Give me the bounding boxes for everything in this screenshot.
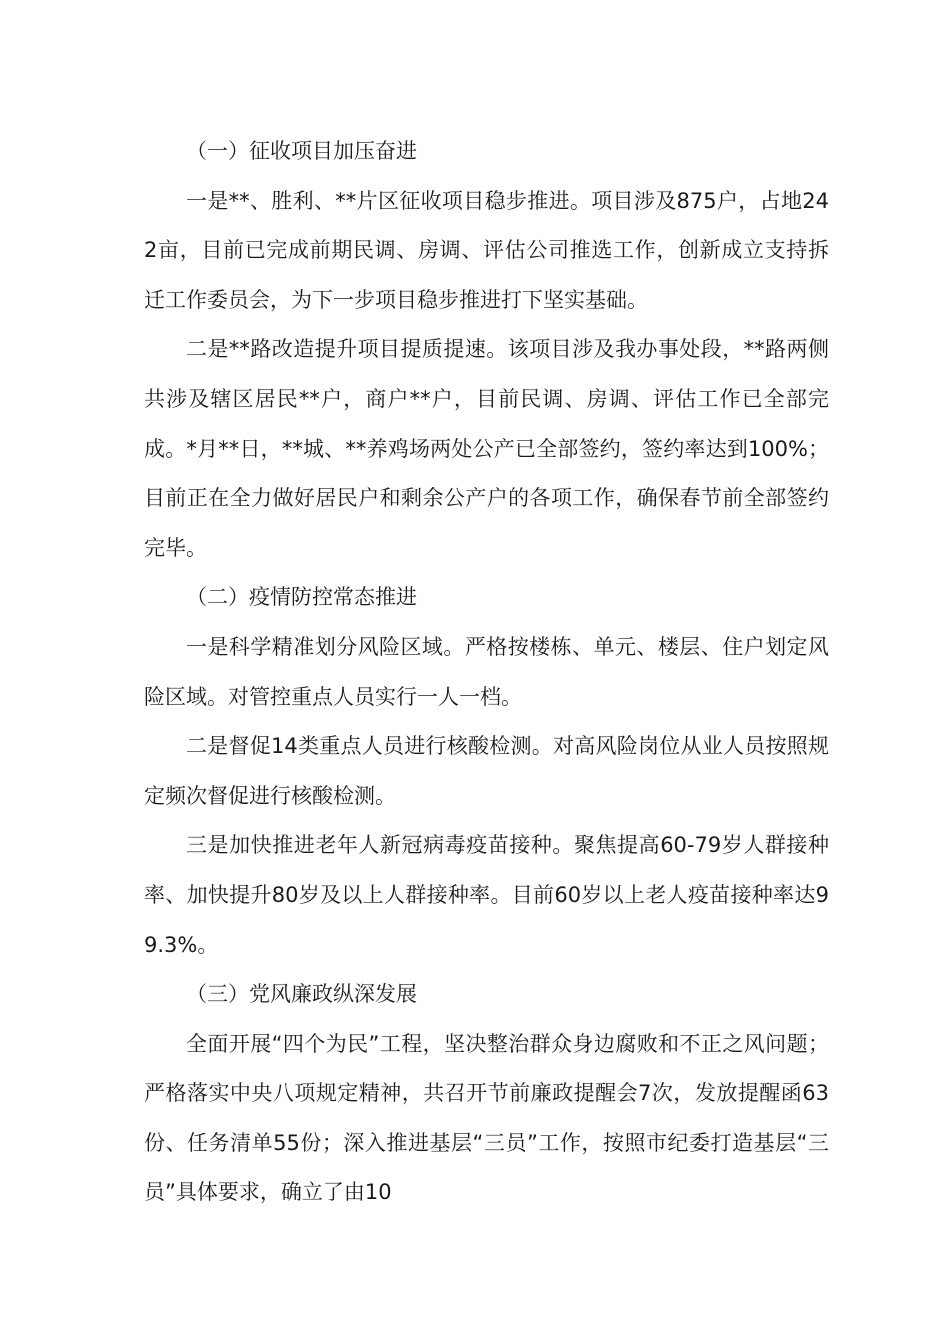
paragraph-2-2: 二是督促14类重点人员进行核酸检测。对高风险岗位从业人员按照规定频次督促进行核酸检测。 bbox=[144, 734, 829, 808]
document-body bbox=[144, 127, 829, 1218]
paragraph-3-1: 全面开展“四个为民”工程，坚决整治群众身边腐败和不正之风问题；严格落实中央八项规定精神，共召开节前廉政提醒会7次，发放提醒函63份、任务清单55份；深入推进基层“三员”工作，按照市纪委打造基层“三员”具体要求，确立了由10 bbox=[144, 1031, 829, 1205]
paragraph-1-1: 一是**、胜利、**片区征收项目稳步推进。项目涉及875户，占地242亩，目前已完成前期民调、房调、评估公司推选工作，创新成立支持拆迁工作委员会，为下一步项目稳步推进打下坚实基础。 bbox=[144, 188, 829, 312]
section-heading-2: （二）疫情防控常态推进 bbox=[186, 585, 417, 610]
section-heading-3: （三）党风廉政纵深发展 bbox=[186, 982, 417, 1007]
section-heading-1: （一）征收项目加压奋进 bbox=[186, 139, 417, 163]
paragraph-1-2: 二是**路改造提升项目提质提速。该项目涉及我办事处段，**路两侧共涉及辖区居民**户，商户**户，目前民调、房调、评估工作已全部完成。*月**日，**城、**养鸡场两处公产已全部签约，签约率达到100%；目前正在全力做好居民户和剩余公产户的各项工作，确保春节前全部签约完毕。 bbox=[144, 337, 829, 560]
paragraph-2-3: 三是加快推进老年人新冠病毒疫苗接种。聚焦提高60-79岁人群接种率、加快提升80岁及以上人群接种率。目前60岁以上老人疫苗接种率达99.3%。 bbox=[144, 833, 829, 957]
paragraph-2-1: 一是科学精准划分风险区域。严格按楼栋、单元、楼层、住户划定风险区域。对管控重点人员实行一人一档。 bbox=[144, 634, 829, 709]
